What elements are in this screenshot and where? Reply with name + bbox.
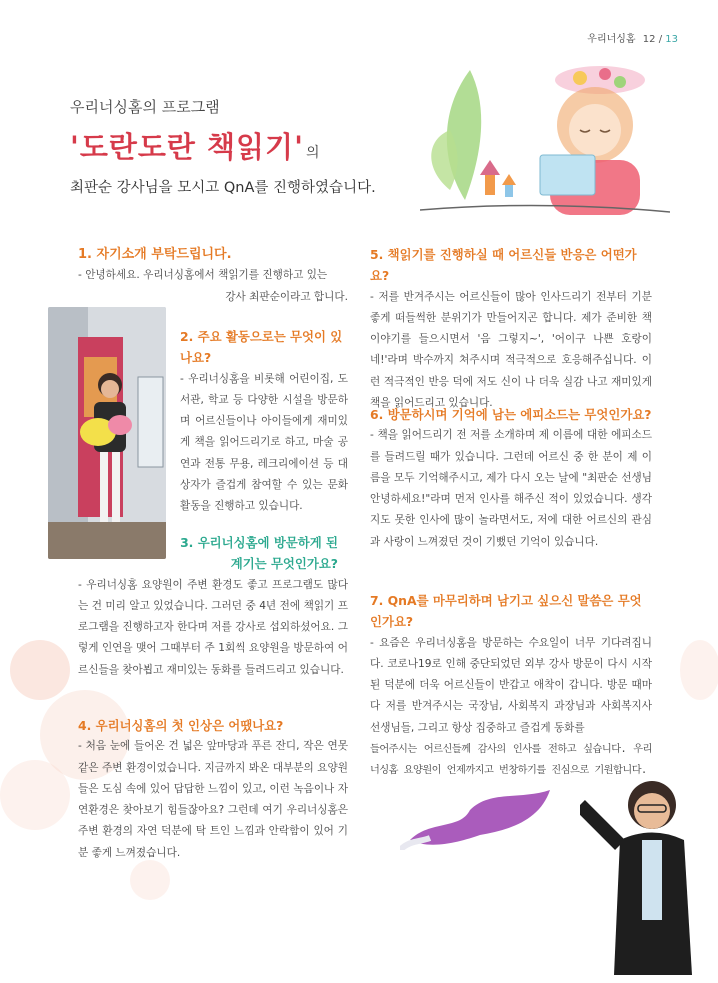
question-3	[78, 532, 348, 575]
question-2: 2. 주요 활동으로는 무엇이 있나요?	[180, 329, 343, 366]
instructor-photo	[48, 307, 166, 559]
answer-6: - 책을 읽어드리기 전 저를 소개하며 제 이름에 대한 에피소드를 들려드릴 때가 있습니다. 그런데 어르신 중 한 분이 제 이름을 모두 기억해주시고, 제가 다시 오는 날에 "최판순 선생님 안녕하세요!"라며 먼저 인사를 해주신 적이 있었습니다. 생각지도 못한 인사에 많이 놀라면서도, 저에 대한 어르신의 관심과 사랑이 느껴졌던 것이 기뻤던 기억이 있습니다.	[370, 429, 652, 548]
qa-item-6	[370, 404, 652, 553]
answer-1-line2: 강사 최판순이라고 합니다.	[225, 290, 348, 303]
question-1: 1. 자기소개 부탁드립니다.	[78, 247, 232, 262]
answer-5: - 저를 반겨주시는 어르신들이 많아 인사드리기 전부터 기분 좋게 떠들썩한 분위기가 만들어지곤 합니다. 제가 준비한 책 이야기를 들으시면서 '음 그렇지~', '어이구 나쁜 호랑이네!'라며 박수까지 쳐주시며 적극적으로 호응해주십니다. 이런 적극적인 반응 덕에 저도 신이 나 더욱 실감 나고 재미있게 책을 읽어드리고 있습니다.	[370, 290, 652, 410]
answer-4: - 처음 눈에 들어온 건 넓은 앞마당과 푸른 잔디, 작은 연못 같은 주변 환경이었습니다. 지금까지 봐온 대부분의 요양원들은 도심 속에 있어 답답한 느낌이 있고, 이런 녹음이나 자연환경은 찾아보기 힘들잖아요? 그런데 여기 우리너싱홈은 주변 환경의 자연 덕분에 탁 트인 느낌과 안락함이 있어 기분 좋게 느껴졌습니다.	[78, 740, 348, 859]
qa-item-7	[370, 590, 652, 782]
blossom-decoration	[130, 860, 170, 900]
question-3-line1: 3. 우리너싱홈에 방문하게 된	[180, 535, 338, 550]
question-6: 6. 방문하시며 기억에 남는 에피소드는 무엇인가요?	[370, 407, 652, 422]
answer-1-line1: - 안녕하세요. 우리너싱홈에서 책읽기를 진행하고 있는	[78, 269, 328, 282]
purple-scarf-illustration	[400, 780, 560, 840]
qa-item-5	[370, 244, 652, 414]
title-suffix: 의	[305, 145, 321, 161]
subtitle: 우리너싱홈의 프로그램	[70, 98, 220, 116]
answer-3: - 우리너싱홈 요양원이 주변 환경도 좋고 프로그램도 많다는 건 미리 알고 있었습니다. 그러던 중 4년 전에 책읽기 프로그램을 진행하고자 한다며 저를 강사로 섭외하셨어요. 그렇게 인연을 맺어 그때부터 주 1회씩 요양원을 방문하여 어르신들을 찾아뵙고 재미있는 동화를 들려드리고 있습니다.	[78, 578, 348, 676]
qa-item-1	[78, 244, 348, 308]
question-3-line2: 계기는 무엇인가요?	[230, 556, 338, 572]
reading-girl-illustration	[420, 60, 670, 220]
page-number-next: 13	[665, 34, 678, 45]
blossom-decoration	[0, 760, 70, 830]
instructor-cutout-photo	[580, 765, 710, 975]
answer-7-handwritten: 들어주시는 어르신들께 감사의 인사를 전하고 싶습니다. 우리너싱홈 요양원이 언제까지고 번창하기를 진심으로 기원합니다.	[370, 744, 652, 777]
qa-item-2	[180, 326, 348, 518]
page-header: 우리너싱홈 12 / 13	[587, 34, 678, 45]
title-text: '도란도란 책읽기'	[70, 130, 304, 164]
question-7: 7. QnA를 마무리하며 남기고 싶으신 말씀은 무엇인가요?	[370, 593, 642, 630]
question-4: 4. 우리너싱홈의 첫 인상은 어땠나요?	[78, 718, 284, 733]
question-5: 5. 책읽기를 진행하실 때 어르신들 반응은 어떤가요?	[370, 247, 637, 284]
answer-2: - 우리너싱홈을 비롯해 어린이집, 도서관, 학교 등 다양한 시설을 방문하며 어르신들이나 아이들에게 재미있게 책을 읽어드리기로 하고, 마술 공연과 전통 무용, 레크리에이션 등 대상자가 즐겁게 참여할 수 있는 문화 활동을 진행하고 있습니다.	[180, 372, 348, 513]
answer-7: - 요즘은 우리너싱홈을 방문하는 수요일이 너무 기다려집니다. 코로나19로 인해 중단되었던 외부 강사 방문이 다시 시작된 덕분에 더욱 어르신들이 반갑고 애착이 갑니다. 방문 때마다 저를 반겨주시는 국장님, 사회복지 과장님과 사회복지사 선생님들, 그리고 항상 집중하고 즐겁게 동화를	[370, 636, 652, 734]
blossom-decoration	[680, 640, 718, 700]
section-name: 우리너싱홈	[587, 34, 636, 45]
page-title	[70, 125, 320, 166]
page-number: 12	[642, 34, 656, 45]
qa-item-4	[78, 715, 348, 864]
intro-line: 최판순 강사님을 모시고 QnA를 진행하였습니다.	[70, 180, 376, 196]
qa-item-3	[78, 532, 348, 681]
blossom-decoration	[10, 640, 70, 700]
